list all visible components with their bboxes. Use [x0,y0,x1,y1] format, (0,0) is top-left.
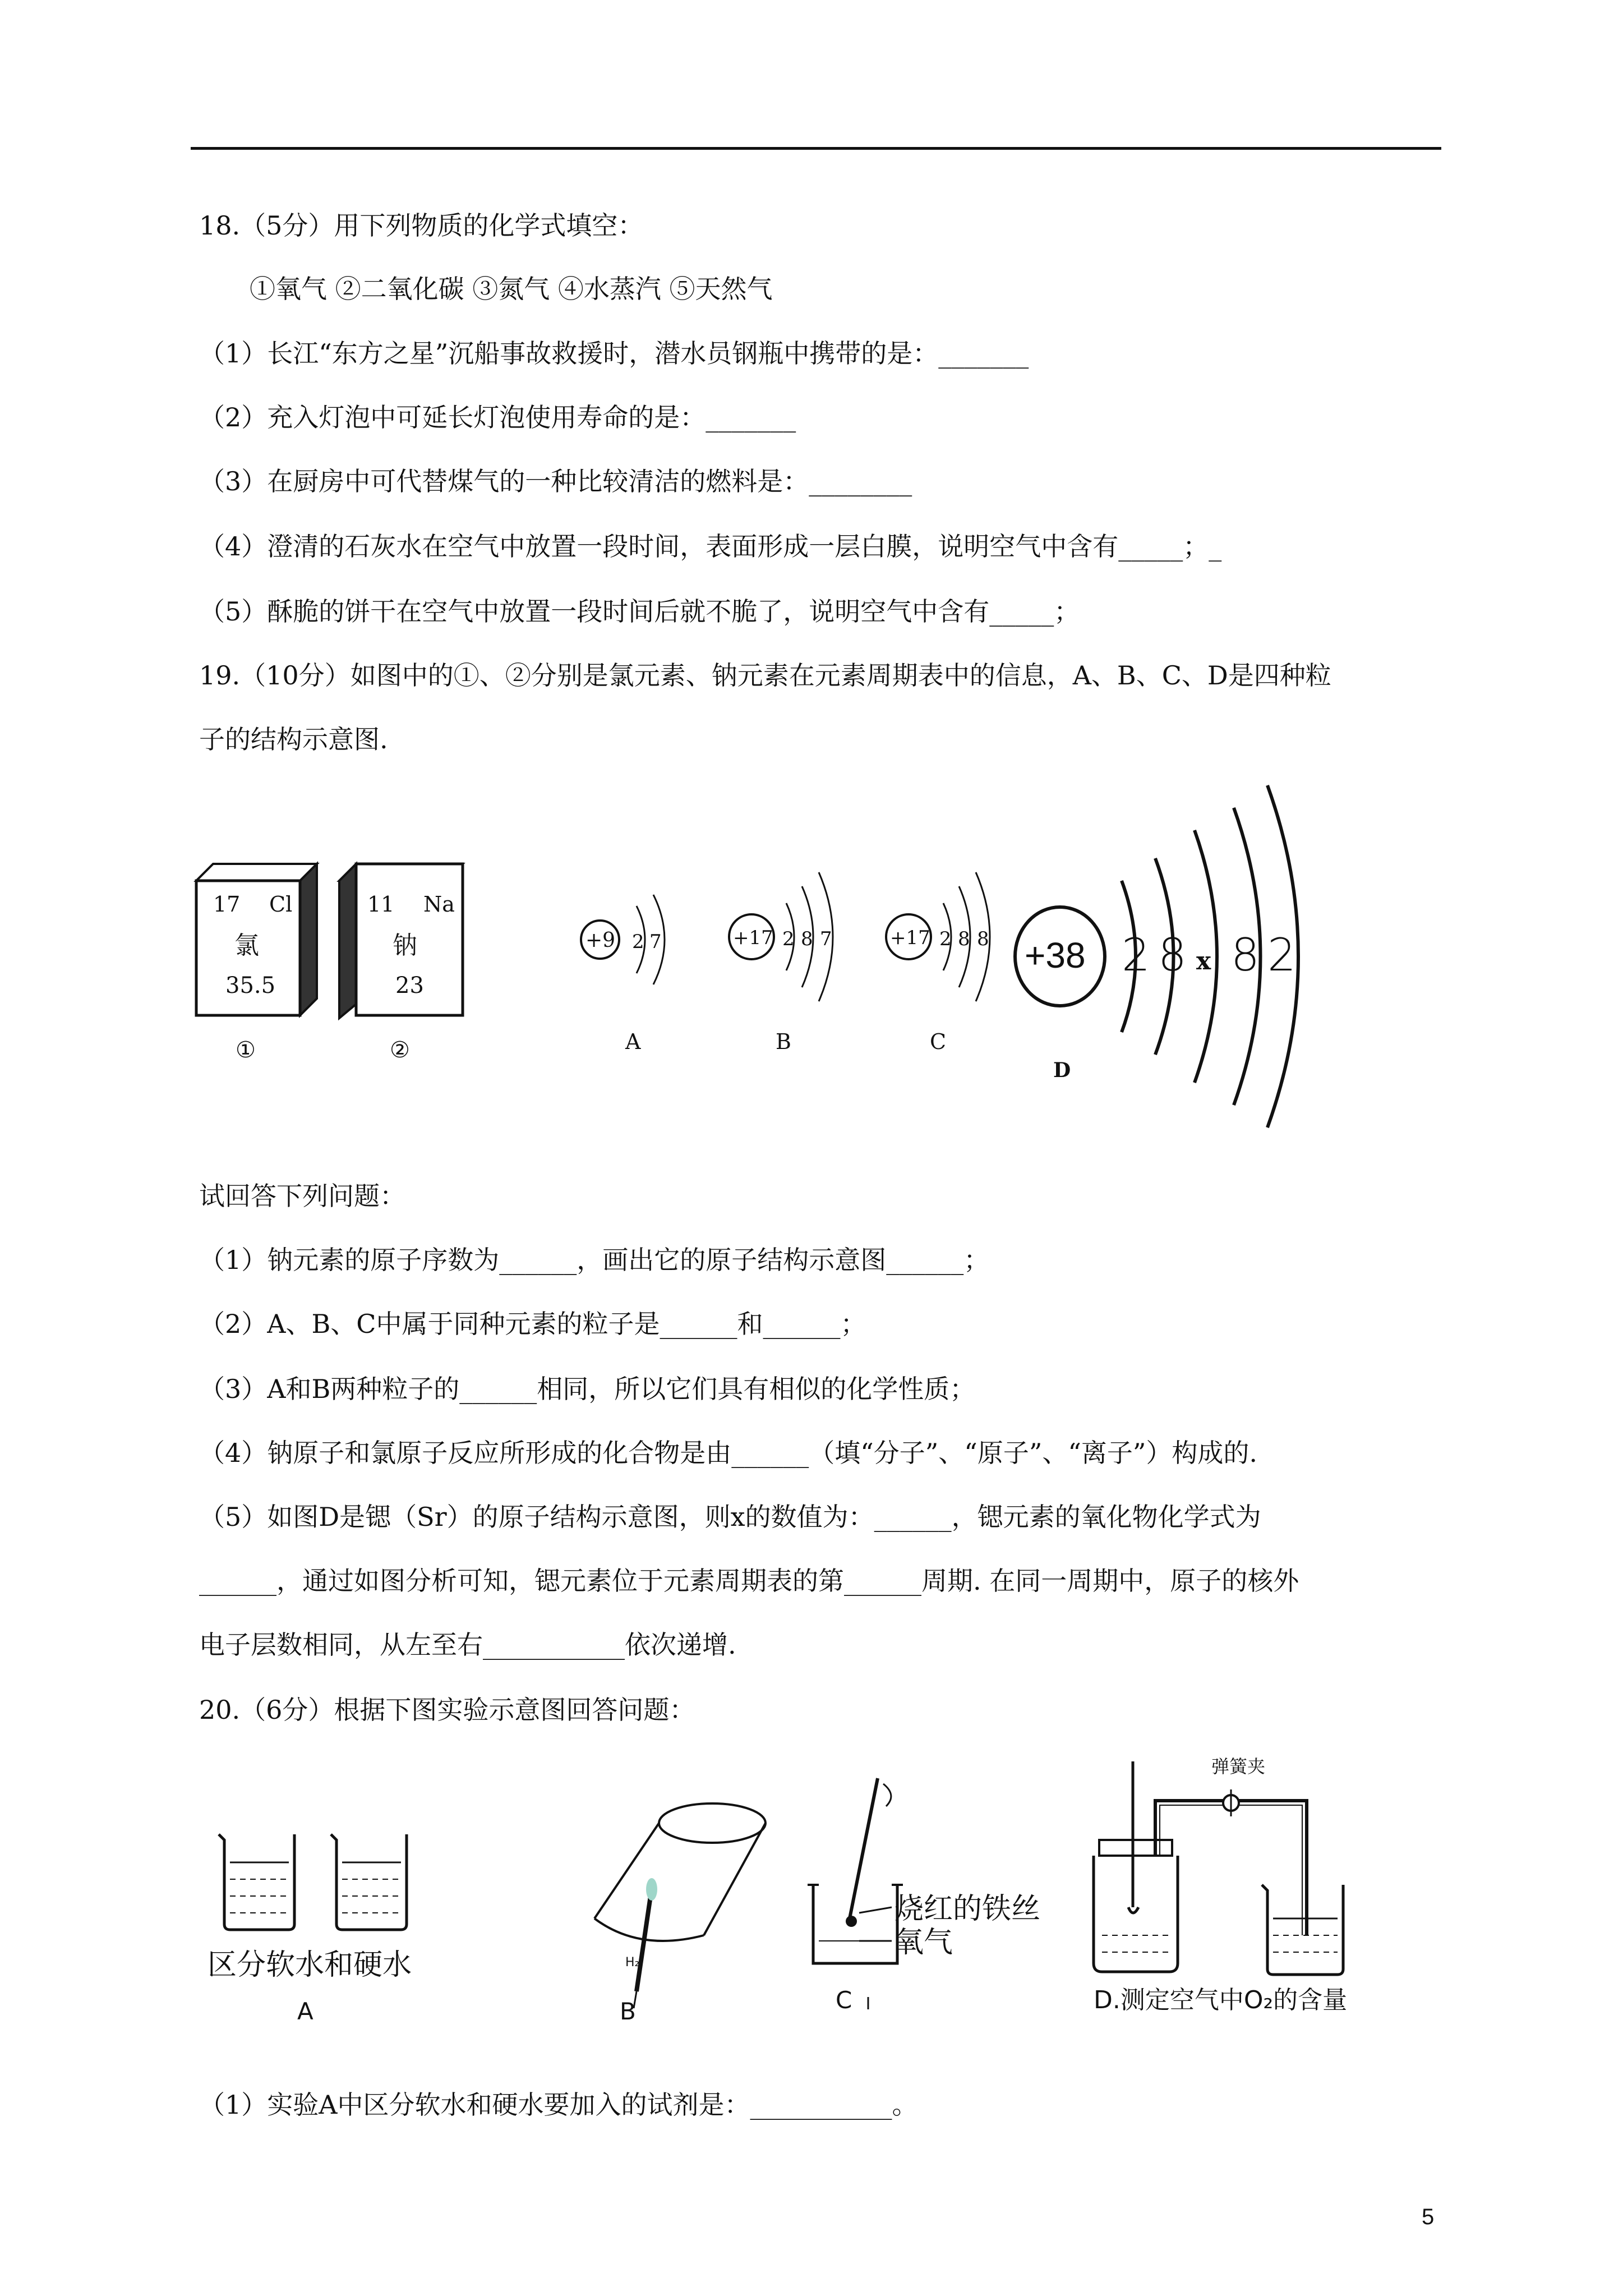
experiment-b-gas: H₂ [625,1955,640,1970]
experiment-b-hydrogen [594,1803,766,2025]
q19-item-5: （5）如图D是锶（Sr）的原子结构示意图，则x的数值为：______，锶元素的氧化物化学式为 [199,1502,1261,1532]
q19-prompt: 试回答下列问题： [199,1181,405,1211]
card2-symbol: Na [423,892,455,917]
q18-title: 18.（5分）用下列物质的化学式填空： [199,210,644,241]
experiment-a-beakers [208,1834,412,2025]
element-card-chlorine [196,864,317,1063]
q19-item-2: （2）A、B、C中属于同种元素的粒子是______和______； [199,1309,866,1339]
experiment-c-label-iron: 烧红的铁丝 [895,1892,1041,1926]
atom-diagram-a [581,895,665,1054]
atom-diagram-b [729,872,833,1054]
atom-d-shell-4: 8 [1231,929,1260,981]
atom-c-shell-1: 2 [939,928,952,950]
atom-c-nucleus: +17 [890,927,930,949]
card1-symbol: Cl [269,892,293,917]
q19-title-line2: 子的结构示意图. [199,724,388,754]
experiment-d-oxygen-content [1094,1756,1347,2014]
experiment-a-label: 区分软水和硬水 [208,1948,412,1982]
experiment-d-caption: D.测定空气中O₂的含量 [1094,1986,1348,2014]
atom-b-shell-1: 2 [782,928,795,950]
atom-diagram-c [886,872,990,1054]
atom-c-caption: C [930,1029,947,1054]
experiment-b-caption: B [620,1998,636,2025]
card1-caption: ① [236,1037,256,1063]
card1-mass: 35.5 [225,973,276,999]
atom-d-shell-5: 2 [1267,929,1296,981]
atom-a-shell-2: 7 [649,931,662,953]
atom-d-shell-1: 2 [1122,929,1150,981]
q18-item-5: （5）酥脆的饼干在空气中放置一段时间后就不脆了，说明空气中含有_____； [199,596,1080,627]
experiment-d-clamp-label: 弹簧夹 [1211,1756,1266,1777]
q18-item-3: （3）在厨房中可代替煤气的一种比较清洁的燃料是：________ [199,466,912,496]
card2-mass: 23 [395,973,424,999]
element-card-sodium [339,864,463,1063]
atom-d-caption: D [1053,1059,1071,1082]
top-rule [191,147,1441,150]
atom-d-shell-3: x [1196,947,1211,976]
experiment-c-iron-wire [808,1778,1040,2014]
experiment-c-label-oxygen: 氧气 [895,1926,953,1959]
card1-number: 17 [213,892,241,917]
q18-item-1: （1）长江“东方之星”沉船事故救援时，潜水员钢瓶中携带的是：_______ [199,338,1029,369]
atom-d-nucleus: +38 [1025,935,1086,976]
q18-item-2: （2）充入灯泡中可延长灯泡使用寿命的是：_______ [199,402,796,432]
q20-item-1: （1）实验A中区分软水和硬水要加入的试剂是：___________。 [199,2090,918,2120]
atom-a-nucleus: +9 [585,929,616,952]
experiment-a-caption: A [297,1998,313,2025]
q19-item-3: （3）A和B两种粒子的______相同，所以它们具有相似的化学性质； [199,1374,976,1404]
card1-name: 氯 [234,931,259,960]
card2-number: 11 [367,892,395,917]
q20-title: 20.（6分）根据下图实验示意图回答问题： [199,1695,695,1725]
q19-item-5-cont2: 电子层数相同，从左至右___________依次递增. [199,1630,736,1660]
q18-item-4: （4）澄清的石灰水在空气中放置一段时间，表面形成一层白膜，说明空气中含有_____；_ [199,531,1222,562]
q20-figure [191,1750,1368,2064]
q19-item-4: （4）钠原子和氯原子反应所形成的化合物是由______（填“分子”、“原子”、“离子”）构成的. [199,1438,1257,1468]
q19-figure [191,774,1312,1133]
atom-b-shell-3: 7 [820,928,832,950]
q19-title-line1: 19.（10分）如图中的①、②分别是氯元素、钠元素在元素周期表中的信息，A、B、C、D是四种粒 [199,660,1331,691]
atom-diagram-d [1015,785,1298,1128]
atom-c-shell-2: 8 [958,928,970,950]
atom-a-shell-1: 2 [632,931,644,953]
atom-a-caption: A [625,1029,641,1054]
atom-d-shell-2: 8 [1158,929,1187,981]
page-number: 5 [1422,2205,1435,2229]
atom-b-nucleus: +17 [733,927,773,949]
card2-name: 钠 [393,931,417,960]
experiment-c-caption: C [836,1986,852,2014]
atom-b-shell-2: 8 [801,928,813,950]
q19-item-5-cont1: ______，通过如图分析可知，锶元素位于元素周期表的第______周期. 在同一周期中，原子的核外 [199,1566,1299,1596]
card2-caption: ② [390,1037,410,1063]
q18-options: ①氧气 ②二氧化碳 ③氮气 ④水蒸汽 ⑤天然气 [250,274,773,304]
atom-c-shell-3: 8 [977,928,989,950]
atom-b-caption: B [776,1029,791,1054]
q19-item-1: （1）钠元素的原子序数为______，画出它的原子结构示意图______； [199,1245,990,1275]
